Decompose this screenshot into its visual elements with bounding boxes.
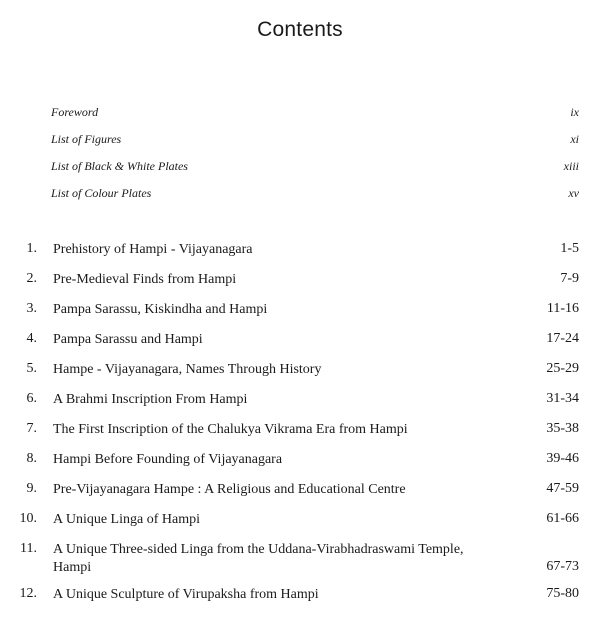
chapter-title: Pre-Medieval Finds from Hampi	[53, 272, 237, 287]
chapter-entry-7[interactable]	[0, 416, 600, 446]
chapter-entry-8[interactable]	[0, 446, 600, 476]
chapter-pages: 17-24	[546, 331, 579, 346]
chapter-entry-1[interactable]	[0, 236, 600, 266]
chapter-title: A Unique Linga of Hampi	[53, 512, 200, 527]
chapter-number: 10.	[19, 511, 37, 526]
chapter-pages: 25-29	[546, 361, 579, 376]
chapter-entry-4[interactable]	[0, 326, 600, 356]
chapter-entry-12[interactable]	[0, 581, 600, 611]
chapter-title: The First Inscription of the Chalukya Vikrama Era from Hampi	[53, 422, 408, 437]
chapter-title: A Brahmi Inscription From Hampi	[53, 392, 248, 407]
chapter-number: 1.	[26, 241, 37, 256]
chapter-number: 2.	[26, 271, 37, 286]
chapter-pages: 47-59	[546, 481, 579, 496]
chapter-entry-9[interactable]	[0, 476, 600, 506]
front-matter-label: List of Figures	[51, 132, 122, 146]
chapter-entry-3[interactable]	[0, 296, 600, 326]
chapter-pages: 7-9	[560, 271, 579, 286]
front-matter-item-black-white-plates[interactable]	[51, 155, 579, 182]
chapter-pages: 35-38	[546, 421, 579, 436]
chapter-title: A Unique Three-sided Linga from the Uddana-Virabhadraswami Temple, Hampi	[53, 542, 464, 575]
chapter-number: 6.	[26, 391, 37, 406]
front-matter-page: xiii	[563, 159, 579, 173]
chapter-number: 12.	[19, 586, 37, 601]
chapter-title: Hampi Before Founding of Vijayanagara	[53, 452, 283, 467]
chapter-title: Hampe - Vijayanagara, Names Through History	[53, 362, 322, 377]
chapter-number: 11.	[20, 541, 37, 556]
chapter-list	[0, 236, 600, 611]
page-title: Contents	[257, 18, 343, 41]
front-matter-label: Foreword	[51, 105, 99, 119]
chapter-entry-11[interactable]	[0, 536, 600, 581]
chapter-number: 9.	[26, 481, 37, 496]
chapter-entry-5[interactable]	[0, 356, 600, 386]
front-matter-page: xi	[570, 132, 579, 146]
chapter-number: 7.	[26, 421, 37, 436]
chapter-pages: 39-46	[546, 451, 579, 466]
chapter-title: Prehistory of Hampi - Vijayanagara	[53, 242, 253, 257]
chapter-pages: 67-73	[546, 559, 579, 574]
chapter-pages: 61-66	[546, 511, 579, 526]
chapter-pages: 1-5	[560, 241, 579, 256]
chapter-title: Pre-Vijayanagara Hampe : A Religious and Educational Centre	[53, 482, 406, 497]
chapter-entry-6[interactable]	[0, 386, 600, 416]
chapter-pages: 31-34	[546, 391, 579, 406]
front-matter-label: List of Colour Plates	[51, 186, 152, 200]
chapter-title: A Unique Sculpture of Virupaksha from Hampi	[53, 587, 319, 602]
front-matter-page: ix	[570, 105, 579, 119]
front-matter-page: xv	[568, 186, 579, 200]
chapter-number: 3.	[26, 301, 37, 316]
front-matter-item-colour-plates[interactable]	[51, 182, 579, 209]
chapter-entry-10[interactable]	[0, 506, 600, 536]
front-matter-item-list-of-figures[interactable]	[51, 128, 579, 155]
chapter-pages: 11-16	[546, 301, 579, 316]
front-matter-item-foreword[interactable]	[51, 101, 579, 128]
chapter-title: Pampa Sarassu and Hampi	[53, 332, 203, 347]
chapter-title: Pampa Sarassu, Kiskindha and Hampi	[53, 302, 268, 317]
chapter-entry-2[interactable]	[0, 266, 600, 296]
chapter-number: 4.	[26, 331, 37, 346]
chapter-pages: 75-80	[546, 586, 579, 601]
chapter-number: 8.	[26, 451, 37, 466]
front-matter-label: List of Black & White Plates	[51, 159, 188, 173]
chapter-number: 5.	[26, 361, 37, 376]
front-matter-list	[51, 101, 579, 209]
